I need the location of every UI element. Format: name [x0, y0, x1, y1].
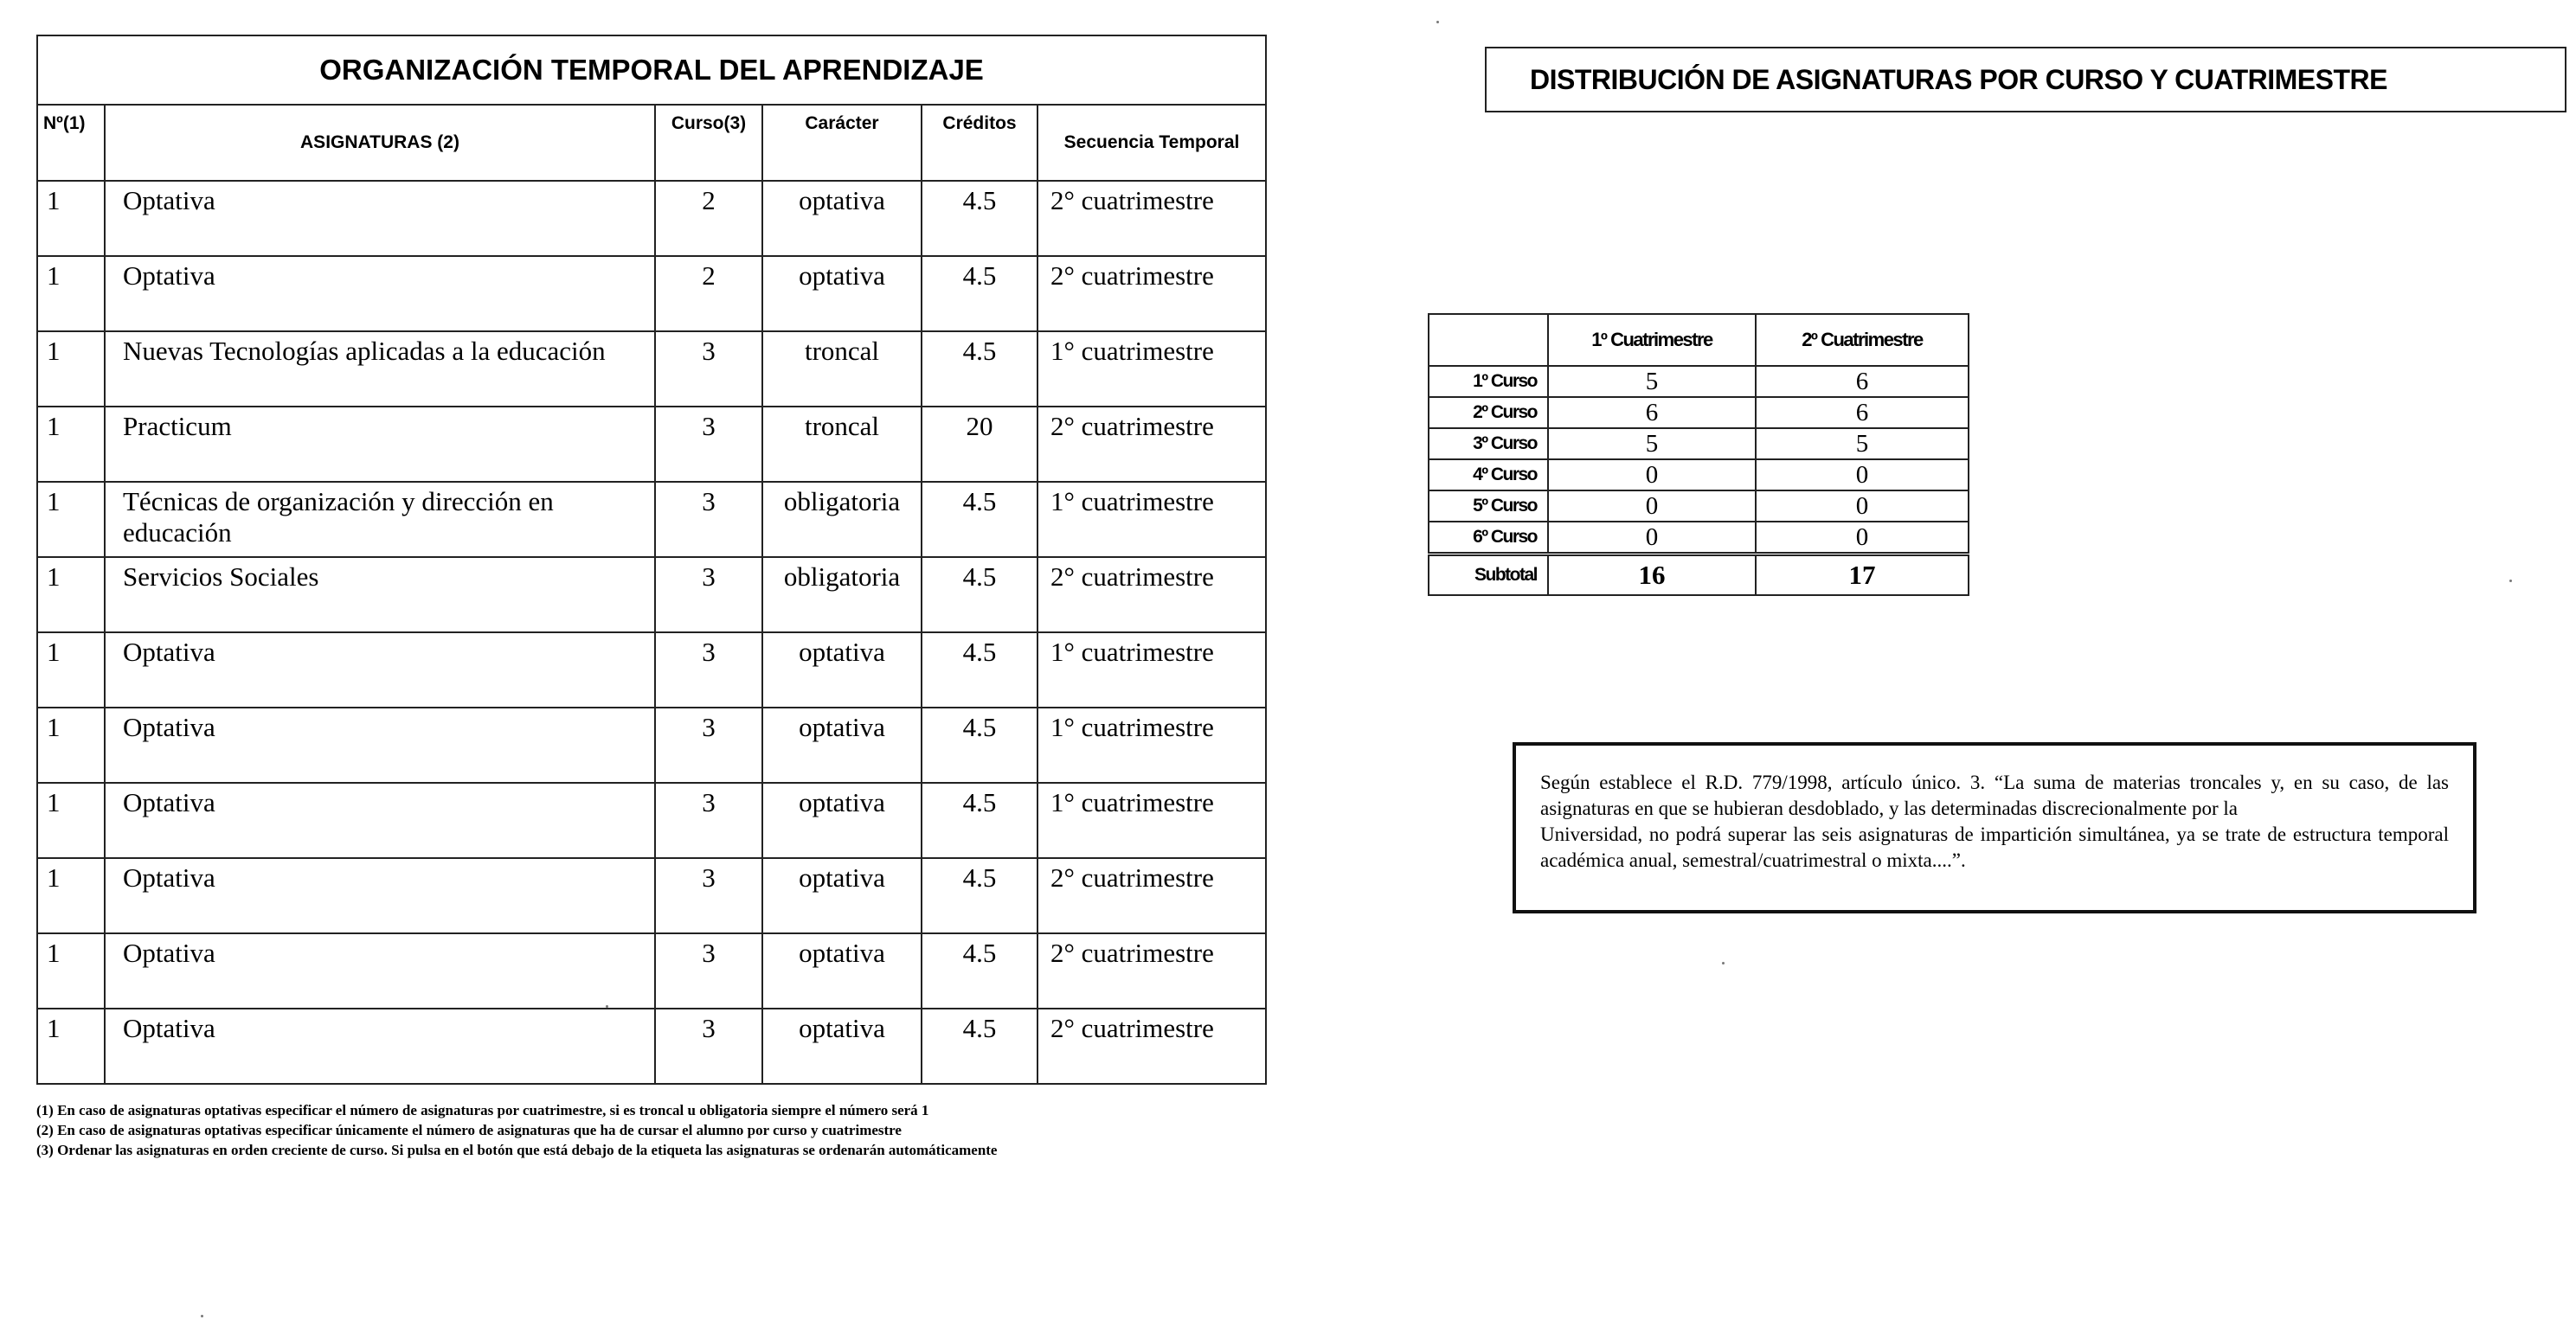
row-course: 3	[655, 407, 762, 482]
row-course: 3	[655, 783, 762, 858]
row-subject: Servicios Sociales	[105, 557, 655, 632]
row-character: optativa	[762, 1009, 922, 1084]
table-row	[37, 557, 1266, 632]
row-character: optativa	[762, 632, 922, 708]
distribution-row	[1429, 428, 1969, 459]
scan-speck	[201, 1315, 203, 1317]
table-row	[37, 482, 1266, 557]
table-row	[37, 632, 1266, 708]
row-sequence: 1° cuatrimestre	[1037, 708, 1266, 783]
row-label: 2º Curso	[1429, 397, 1548, 428]
semester-2-value: 5	[1756, 428, 1969, 459]
row-subject: Nuevas Tecnologías aplicadas a la educación	[105, 331, 655, 407]
row-character: optativa	[762, 181, 922, 256]
footnote-2: (2) En caso de asignaturas optativas especificar únicamente el número de asignaturas que ha de cursar el alumno por curso y cuatrimestre	[36, 1122, 902, 1138]
table-row	[37, 407, 1266, 482]
row-course: 3	[655, 1009, 762, 1084]
header-num: Nº(1)	[37, 105, 105, 181]
semester-2-value: 6	[1756, 366, 1969, 397]
row-label: 4º Curso	[1429, 459, 1548, 490]
distribution-row	[1429, 366, 1969, 397]
row-subject: Técnicas de organización y dirección en educación	[105, 482, 655, 557]
row-sequence: 2° cuatrimestre	[1037, 557, 1266, 632]
row-character: troncal	[762, 331, 922, 407]
row-credits: 4.5	[922, 783, 1037, 858]
table-title: ORGANIZACIÓN TEMPORAL DEL APRENDIZAJE	[37, 35, 1266, 105]
distribution-row	[1429, 397, 1969, 428]
row-num: 1	[37, 407, 105, 482]
row-label: 1º Curso	[1429, 366, 1548, 397]
table-body	[37, 181, 1266, 1084]
row-character: optativa	[762, 256, 922, 331]
row-subject: Optativa	[105, 1009, 655, 1084]
row-num: 1	[37, 858, 105, 933]
row-subject: Optativa	[105, 933, 655, 1009]
scan-speck	[2509, 580, 2512, 582]
row-subject: Optativa	[105, 256, 655, 331]
row-course: 3	[655, 933, 762, 1009]
row-credits: 4.5	[922, 181, 1037, 256]
row-subject: Practicum	[105, 407, 655, 482]
row-character: obligatoria	[762, 482, 922, 557]
row-sequence: 2° cuatrimestre	[1037, 858, 1266, 933]
corner-cell	[1429, 314, 1548, 366]
learning-organization-table	[36, 35, 1267, 1085]
row-num: 1	[37, 933, 105, 1009]
row-sequence: 2° cuatrimestre	[1037, 256, 1266, 331]
row-num: 1	[37, 632, 105, 708]
row-course: 3	[655, 331, 762, 407]
row-label: 3º Curso	[1429, 428, 1548, 459]
semester-1-value: 5	[1548, 428, 1756, 459]
semester-1-value: 0	[1548, 522, 1756, 554]
distribution-row	[1429, 554, 1969, 596]
row-sequence: 1° cuatrimestre	[1037, 482, 1266, 557]
scan-speck	[1436, 21, 1439, 23]
row-credits: 4.5	[922, 1009, 1037, 1084]
header-character: Carácter	[762, 105, 922, 181]
row-label: 5º Curso	[1429, 490, 1548, 522]
table-row	[37, 1009, 1266, 1084]
row-sequence: 1° cuatrimestre	[1037, 783, 1266, 858]
semester-1-value: 0	[1548, 459, 1756, 490]
table-row	[37, 181, 1266, 256]
row-label: Subtotal	[1429, 554, 1548, 596]
row-subject: Optativa	[105, 708, 655, 783]
row-num: 1	[37, 557, 105, 632]
row-num: 1	[37, 256, 105, 331]
row-subject: Optativa	[105, 858, 655, 933]
footnotes	[36, 1100, 1334, 1160]
semester-2-value: 0	[1756, 490, 1969, 522]
row-character: optativa	[762, 858, 922, 933]
row-course: 2	[655, 181, 762, 256]
row-sequence: 1° cuatrimestre	[1037, 331, 1266, 407]
semester-2-value: 0	[1756, 522, 1969, 554]
table-row	[37, 708, 1266, 783]
row-sequence: 1° cuatrimestre	[1037, 632, 1266, 708]
header-sequence: Secuencia Temporal	[1037, 105, 1266, 181]
row-character: optativa	[762, 933, 922, 1009]
row-credits: 4.5	[922, 331, 1037, 407]
row-sequence: 2° cuatrimestre	[1037, 181, 1266, 256]
row-credits: 4.5	[922, 933, 1037, 1009]
row-credits: 4.5	[922, 858, 1037, 933]
footnote-1: (1) En caso de asignaturas optativas especificar el número de asignaturas por cuatrimestre, si es troncal u obligatoria siempre el número será 1	[36, 1102, 929, 1118]
row-subject: Optativa	[105, 632, 655, 708]
row-course: 3	[655, 557, 762, 632]
legal-note-box	[1513, 742, 2476, 913]
row-course: 3	[655, 482, 762, 557]
table-row	[37, 331, 1266, 407]
note-line-2: Universidad, no podrá superar las seis asignaturas de impartición simultánea, ya se trate de estructura temporal académica anual, semestral/cuatrimestral o mixta....”.	[1540, 823, 2449, 871]
distribution-row	[1429, 490, 1969, 522]
distribution-row	[1429, 459, 1969, 490]
header-credits: Créditos	[922, 105, 1037, 181]
row-num: 1	[37, 331, 105, 407]
row-character: obligatoria	[762, 557, 922, 632]
row-course: 2	[655, 256, 762, 331]
scan-speck	[1722, 962, 1725, 964]
row-label: 6º Curso	[1429, 522, 1548, 554]
row-num: 1	[37, 783, 105, 858]
row-num: 1	[37, 482, 105, 557]
table-row	[37, 783, 1266, 858]
row-credits: 4.5	[922, 632, 1037, 708]
footnote-3: (3) Ordenar las asignaturas en orden creciente de curso. Si pulsa en el botón que está debajo de la etiqueta las asignaturas se ordenarán automáticamente	[36, 1142, 998, 1158]
row-num: 1	[37, 181, 105, 256]
row-credits: 4.5	[922, 557, 1037, 632]
semester-1-value: 6	[1548, 397, 1756, 428]
semester-1-value: 0	[1548, 490, 1756, 522]
scan-speck	[606, 1005, 608, 1008]
row-character: optativa	[762, 708, 922, 783]
row-credits: 4.5	[922, 256, 1037, 331]
header-semester-1: 1º Cuatrimestre	[1548, 314, 1756, 366]
header-semester-2: 2º Cuatrimestre	[1756, 314, 1969, 366]
semester-2-value: 0	[1756, 459, 1969, 490]
distribution-table	[1428, 313, 1969, 596]
semester-1-value: 5	[1548, 366, 1756, 397]
table-row	[37, 933, 1266, 1009]
table-row	[37, 858, 1266, 933]
distribution-row	[1429, 522, 1969, 554]
row-course: 3	[655, 858, 762, 933]
distribution-body	[1429, 366, 1969, 595]
row-sequence: 2° cuatrimestre	[1037, 1009, 1266, 1084]
row-num: 1	[37, 1009, 105, 1084]
distribution-title: DISTRIBUCIÓN DE ASIGNATURAS POR CURSO Y CUATRIMESTRE	[1485, 47, 2566, 112]
note-line-1: Según establece el R.D. 779/1998, artículo único. 3. “La suma de materias troncales y, en su caso, de las asignaturas en que se hubieran desdoblado, y las determinadas discrecionalmente por la	[1540, 772, 2449, 819]
row-subject: Optativa	[105, 181, 655, 256]
row-sequence: 2° cuatrimestre	[1037, 407, 1266, 482]
header-subject: ASIGNATURAS (2)	[105, 105, 655, 181]
semester-1-value: 16	[1548, 554, 1756, 596]
row-character: optativa	[762, 783, 922, 858]
header-course: Curso(3)	[655, 105, 762, 181]
row-character: troncal	[762, 407, 922, 482]
row-course: 3	[655, 708, 762, 783]
row-subject: Optativa	[105, 783, 655, 858]
row-num: 1	[37, 708, 105, 783]
row-credits: 4.5	[922, 708, 1037, 783]
row-credits: 20	[922, 407, 1037, 482]
row-course: 3	[655, 632, 762, 708]
row-credits: 4.5	[922, 482, 1037, 557]
row-sequence: 2° cuatrimestre	[1037, 933, 1266, 1009]
table-row	[37, 256, 1266, 331]
semester-2-value: 6	[1756, 397, 1969, 428]
semester-2-value: 17	[1756, 554, 1969, 596]
